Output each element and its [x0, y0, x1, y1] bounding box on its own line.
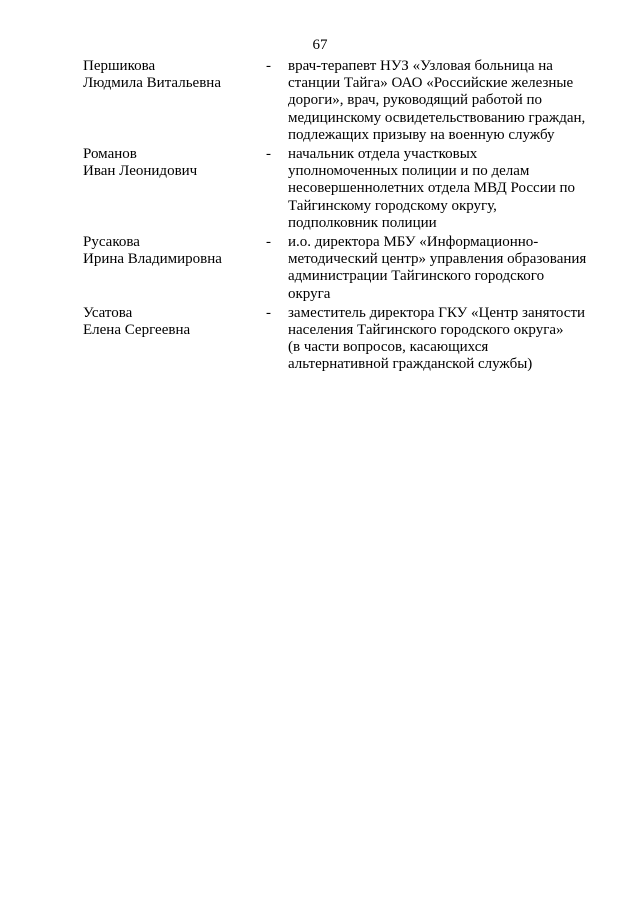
- member-entry: [83, 58, 603, 144]
- position-line: округа: [288, 285, 331, 302]
- member-name: [83, 234, 268, 268]
- member-entry: [83, 305, 603, 374]
- member-position: [288, 305, 603, 374]
- member-position: [288, 58, 603, 144]
- member-given-name: Елена Сергеевна: [83, 322, 191, 339]
- separator-dash: -: [266, 146, 271, 163]
- position-line: врач-терапевт НУЗ «Узловая больница на: [288, 58, 553, 74]
- position-line: медицинскому освидетельствованию граждан,: [288, 109, 586, 126]
- position-line: (в части вопросов, касающихся: [288, 339, 489, 356]
- member-position: [288, 146, 603, 232]
- member-given-name: Иван Леонидович: [83, 163, 198, 180]
- position-line: подлежащих призыву на военную службу: [288, 126, 555, 143]
- member-name: [83, 146, 268, 180]
- member-given-name: Людмила Витальевна: [83, 75, 221, 92]
- separator-dash: -: [266, 304, 271, 321]
- separator-dash: -: [266, 234, 271, 251]
- member-entry: [83, 234, 603, 303]
- member-surname: Романов: [83, 146, 137, 163]
- position-line: уполномоченных полиции и по делам: [288, 163, 530, 180]
- member-surname: Усатова: [83, 304, 133, 321]
- position-line: станции Тайга» ОАО «Российские железные: [288, 75, 574, 92]
- position-line: подполковник полиции: [288, 214, 437, 231]
- member-given-name: Ирина Владимировна: [83, 251, 222, 268]
- position-line: начальник отдела участковых: [288, 146, 478, 163]
- member-name: [83, 305, 268, 339]
- member-list: [83, 58, 603, 376]
- member-position: [288, 234, 603, 303]
- member-name: [83, 58, 268, 92]
- position-line: и.о. директора МБУ «Информационно-: [288, 234, 539, 251]
- position-line: Тайгинскому городскому округу,: [288, 197, 497, 214]
- member-surname: Русакова: [83, 234, 140, 251]
- position-line: альтернативной гражданской службы): [288, 356, 533, 373]
- position-line: населения Тайгинского городского округа»: [288, 322, 564, 339]
- position-line: заместитель директора ГКУ «Центр занятости: [288, 304, 586, 321]
- separator-dash: -: [266, 58, 271, 74]
- position-line: администрации Тайгинского городского: [288, 268, 545, 285]
- member-surname: Першикова: [83, 58, 156, 74]
- member-entry: [83, 146, 603, 232]
- position-line: несовершеннолетних отдела МВД России по: [288, 180, 576, 197]
- position-line: методический центр» управления образования: [288, 251, 587, 268]
- position-line: дороги», врач, руководящий работой по: [288, 92, 543, 109]
- page-number: 67: [312, 37, 328, 53]
